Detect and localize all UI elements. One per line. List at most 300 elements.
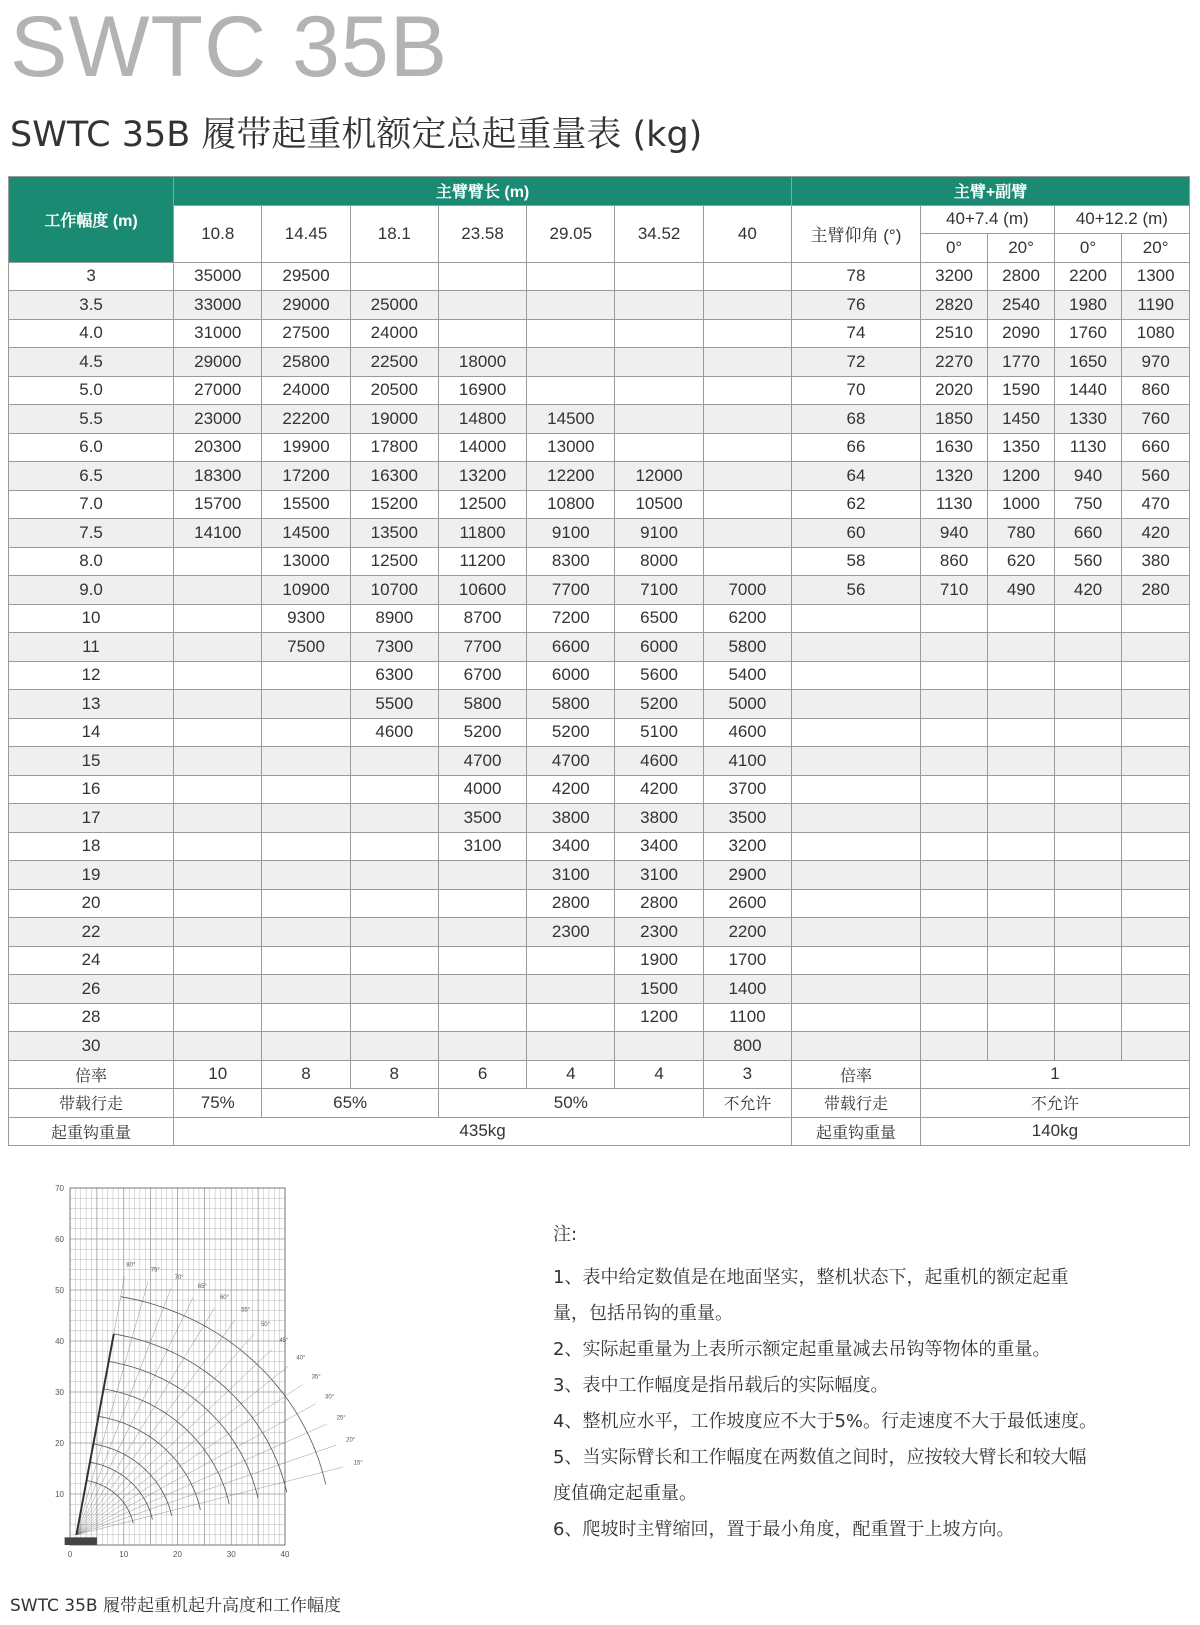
boom-angle-cell: 74 xyxy=(792,319,921,348)
capacity-cell xyxy=(1054,747,1122,776)
angle-label: 45° xyxy=(279,1338,289,1345)
capacity-cell: 22200 xyxy=(262,405,350,434)
capacity-cell xyxy=(920,633,988,662)
model-title: SWTC 35B xyxy=(10,0,449,95)
capacity-cell xyxy=(174,918,262,947)
capacity-cell: 13000 xyxy=(262,547,350,576)
capacity-cell: 8900 xyxy=(350,604,438,633)
radius-cell: 22 xyxy=(9,918,174,947)
note-line: 3、表中工作幅度是指吊载后的实际幅度。 xyxy=(553,1375,889,1396)
capacity-cell: 24000 xyxy=(350,319,438,348)
capacity-cell xyxy=(1054,718,1122,747)
rate-cell: 8 xyxy=(262,1060,350,1089)
capacity-cell: 20500 xyxy=(350,376,438,405)
capacity-cell xyxy=(1054,946,1122,975)
capacity-cell xyxy=(1054,1003,1122,1032)
table-row xyxy=(9,775,1190,804)
capacity-cell: 5400 xyxy=(703,661,791,690)
capacity-cell: 1900 xyxy=(615,946,703,975)
capacity-cell: 1350 xyxy=(988,433,1054,462)
capacity-cell: 3400 xyxy=(527,832,615,861)
radius-cell: 11 xyxy=(9,633,174,662)
capacity-cell: 1200 xyxy=(615,1003,703,1032)
y-tick-label: 50 xyxy=(55,1286,64,1295)
travel-cell: 不允许 xyxy=(703,1089,791,1118)
capacity-cell xyxy=(438,319,526,348)
capacity-cell: 5800 xyxy=(438,690,526,719)
capacity-cell: 2300 xyxy=(527,918,615,947)
y-tick-label: 60 xyxy=(55,1235,64,1244)
travel-label: 带载行走 xyxy=(9,1089,174,1118)
capacity-cell xyxy=(703,319,791,348)
capacity-cell xyxy=(174,661,262,690)
capacity-cell xyxy=(920,661,988,690)
capacity-cell: 780 xyxy=(988,519,1054,548)
table-row xyxy=(9,832,1190,861)
capacity-cell xyxy=(350,832,438,861)
capacity-cell: 4100 xyxy=(703,747,791,776)
capacity-cell: 3400 xyxy=(615,832,703,861)
capacity-cell xyxy=(703,519,791,548)
boom-angle-cell xyxy=(792,861,921,890)
capacity-cell xyxy=(174,547,262,576)
capacity-cell: 1130 xyxy=(920,490,988,519)
capacity-cell: 1190 xyxy=(1122,291,1190,320)
boom-angle-cell xyxy=(792,1032,921,1061)
capacity-cell: 6300 xyxy=(350,661,438,690)
capacity-cell xyxy=(988,1032,1054,1061)
x-tick-label: 40 xyxy=(280,1550,290,1559)
table-row xyxy=(9,747,1190,776)
capacity-cell xyxy=(1054,889,1122,918)
radius-cell: 3.5 xyxy=(9,291,174,320)
capacity-cell: 3200 xyxy=(920,262,988,291)
table-body xyxy=(9,262,1190,1060)
capacity-cell: 29000 xyxy=(174,348,262,377)
capacity-cell: 8700 xyxy=(438,604,526,633)
boom-angle-cell xyxy=(792,775,921,804)
hook-weight-cell: 435kg xyxy=(174,1117,792,1146)
capacity-cell xyxy=(350,975,438,1004)
capacity-cell xyxy=(920,604,988,633)
capacity-cell: 1700 xyxy=(703,946,791,975)
capacity-cell: 17800 xyxy=(350,433,438,462)
capacity-cell: 7700 xyxy=(527,576,615,605)
capacity-cell xyxy=(350,1003,438,1032)
capacity-cell xyxy=(988,804,1054,833)
boom-arc xyxy=(99,1416,201,1509)
capacity-cell: 10800 xyxy=(527,490,615,519)
angle-label: 20° xyxy=(346,1437,356,1444)
capacity-cell: 9100 xyxy=(615,519,703,548)
rate-cell: 4 xyxy=(527,1060,615,1089)
capacity-cell xyxy=(262,1032,350,1061)
capacity-cell xyxy=(988,946,1054,975)
radius-cell: 6.0 xyxy=(9,433,174,462)
capacity-cell: 4600 xyxy=(703,718,791,747)
x-tick-label: 10 xyxy=(119,1550,129,1559)
boom-length-header: 34.52 xyxy=(615,205,703,262)
capacity-cell: 1850 xyxy=(920,405,988,434)
rate-cell: 10 xyxy=(174,1060,262,1089)
radius-cell: 14 xyxy=(9,718,174,747)
capacity-cell: 14000 xyxy=(438,433,526,462)
capacity-cell xyxy=(438,1032,526,1061)
boom-angle-cell xyxy=(792,1003,921,1032)
capacity-cell: 10500 xyxy=(615,490,703,519)
capacity-cell: 970 xyxy=(1122,348,1190,377)
boom-angle-cell: 72 xyxy=(792,348,921,377)
capacity-cell: 5000 xyxy=(703,690,791,719)
table-row xyxy=(9,348,1190,377)
angle-line xyxy=(76,1282,148,1535)
capacity-cell: 7700 xyxy=(438,633,526,662)
capacity-cell: 23000 xyxy=(174,405,262,434)
table-row xyxy=(9,576,1190,605)
capacity-cell: 15700 xyxy=(174,490,262,519)
capacity-cell: 860 xyxy=(920,547,988,576)
table-row xyxy=(9,1003,1190,1032)
capacity-cell xyxy=(174,1003,262,1032)
capacity-cell xyxy=(703,376,791,405)
capacity-cell xyxy=(1054,1032,1122,1061)
jib-travel-label: 带载行走 xyxy=(792,1089,921,1118)
radius-cell: 5.5 xyxy=(9,405,174,434)
capacity-cell xyxy=(1122,604,1190,633)
capacity-cell: 710 xyxy=(920,576,988,605)
capacity-cell xyxy=(1122,804,1190,833)
table-row xyxy=(9,975,1190,1004)
capacity-cell xyxy=(1122,975,1190,1004)
radius-cell: 15 xyxy=(9,747,174,776)
boom-angle-cell xyxy=(792,975,921,1004)
capacity-cell: 6500 xyxy=(615,604,703,633)
capacity-cell: 2020 xyxy=(920,376,988,405)
capacity-cell xyxy=(1122,832,1190,861)
table-row xyxy=(9,547,1190,576)
capacity-cell xyxy=(262,747,350,776)
capacity-cell xyxy=(920,775,988,804)
capacity-cell: 860 xyxy=(1122,376,1190,405)
radius-cell: 8.0 xyxy=(9,547,174,576)
capacity-cell: 7100 xyxy=(615,576,703,605)
note-line: 6、爬坡时主臂缩回，置于最小角度，配重置于上坡方向。 xyxy=(553,1519,1015,1540)
rate-label: 倍率 xyxy=(9,1060,174,1089)
capacity-cell: 3700 xyxy=(703,775,791,804)
capacity-cell xyxy=(527,1003,615,1032)
capacity-cell: 25800 xyxy=(262,348,350,377)
capacity-cell: 3800 xyxy=(527,804,615,833)
capacity-cell: 470 xyxy=(1122,490,1190,519)
capacity-cell xyxy=(1122,1003,1190,1032)
capacity-cell xyxy=(174,832,262,861)
capacity-cell xyxy=(988,832,1054,861)
table-row xyxy=(9,490,1190,519)
capacity-cell xyxy=(703,490,791,519)
table-row xyxy=(9,291,1190,320)
capacity-cell: 12000 xyxy=(615,462,703,491)
capacity-cell: 27500 xyxy=(262,319,350,348)
capacity-cell: 15200 xyxy=(350,490,438,519)
capacity-cell: 1400 xyxy=(703,975,791,1004)
note-line: 2、实际起重量为上表所示额定起重量减去吊钩等物体的重量。 xyxy=(553,1339,1051,1360)
capacity-cell: 6000 xyxy=(615,633,703,662)
jib-config-header: 40+12.2 (m) xyxy=(1054,205,1189,234)
capacity-cell: 18300 xyxy=(174,462,262,491)
radius-cell: 16 xyxy=(9,775,174,804)
radius-cell: 3 xyxy=(9,262,174,291)
angle-label: 55° xyxy=(241,1307,251,1314)
capacity-cell xyxy=(262,804,350,833)
rate-cell: 6 xyxy=(438,1060,526,1089)
capacity-cell xyxy=(438,889,526,918)
capacity-cell xyxy=(262,832,350,861)
capacity-cell: 10700 xyxy=(350,576,438,605)
capacity-cell xyxy=(615,319,703,348)
capacity-cell: 420 xyxy=(1054,576,1122,605)
boom-angle-cell: 68 xyxy=(792,405,921,434)
capacity-cell: 2270 xyxy=(920,348,988,377)
capacity-cell: 29000 xyxy=(262,291,350,320)
capacity-cell: 2300 xyxy=(615,918,703,947)
capacity-cell: 4000 xyxy=(438,775,526,804)
capacity-cell xyxy=(920,718,988,747)
capacity-cell xyxy=(527,946,615,975)
capacity-cell xyxy=(262,946,350,975)
jib-header: 主臂+副臂 xyxy=(792,177,1190,206)
capacity-cell: 27000 xyxy=(174,376,262,405)
capacity-cell: 750 xyxy=(1054,490,1122,519)
capacity-cell xyxy=(174,604,262,633)
capacity-cell xyxy=(1054,633,1122,662)
capacity-cell xyxy=(1122,1032,1190,1061)
capacity-cell xyxy=(438,861,526,890)
boom-angle-cell xyxy=(792,633,921,662)
capacity-cell xyxy=(1122,889,1190,918)
capacity-cell: 5200 xyxy=(438,718,526,747)
capacity-cell xyxy=(174,804,262,833)
capacity-cell: 16300 xyxy=(350,462,438,491)
boom-angle-cell xyxy=(792,832,921,861)
crawler-base xyxy=(65,1537,97,1545)
capacity-cell xyxy=(703,262,791,291)
capacity-cell: 660 xyxy=(1054,519,1122,548)
capacity-cell: 20300 xyxy=(174,433,262,462)
capacity-cell xyxy=(1122,690,1190,719)
capacity-cell: 1650 xyxy=(1054,348,1122,377)
chart-caption: SWTC 35B 履带起重机起升高度和工作幅度 xyxy=(10,1596,341,1616)
note-line: 5、当实际臂长和工作幅度在两数值之间时，应按较大臂长和较大幅 xyxy=(553,1447,1087,1468)
capacity-cell xyxy=(438,1003,526,1032)
capacity-cell xyxy=(174,946,262,975)
capacity-cell: 7200 xyxy=(527,604,615,633)
capacity-cell xyxy=(920,975,988,1004)
capacity-cell: 1200 xyxy=(988,462,1054,491)
capacity-cell xyxy=(920,747,988,776)
capacity-cell xyxy=(1122,775,1190,804)
capacity-cell xyxy=(920,1003,988,1032)
capacity-cell xyxy=(615,1032,703,1061)
capacity-cell: 12500 xyxy=(438,490,526,519)
note-line: 1、表中给定数值是在地面坚实，整机状态下，起重机的额定起重 xyxy=(553,1267,1069,1288)
boom-angle-cell xyxy=(792,661,921,690)
capacity-cell: 5200 xyxy=(615,690,703,719)
angle-label: 40° xyxy=(296,1355,306,1362)
capacity-cell: 1300 xyxy=(1122,262,1190,291)
capacity-cell xyxy=(703,291,791,320)
radius-cell: 9.0 xyxy=(9,576,174,605)
capacity-cell xyxy=(262,775,350,804)
boom-length-header: 40 xyxy=(703,205,791,262)
capacity-cell: 1440 xyxy=(1054,376,1122,405)
jib-offset-header: 20° xyxy=(1122,234,1190,263)
boom-length-header: 10.8 xyxy=(174,205,262,262)
capacity-cell: 4700 xyxy=(527,747,615,776)
table-row xyxy=(9,661,1190,690)
boom-angle-cell: 78 xyxy=(792,262,921,291)
capacity-cell: 19000 xyxy=(350,405,438,434)
table-row xyxy=(9,376,1190,405)
capacity-cell: 33000 xyxy=(174,291,262,320)
note-line: 度值确定起重量。 xyxy=(553,1483,697,1504)
boom-angle-cell xyxy=(792,946,921,975)
capacity-cell xyxy=(988,889,1054,918)
capacity-cell: 1320 xyxy=(920,462,988,491)
capacity-cell: 8300 xyxy=(527,547,615,576)
capacity-cell: 1130 xyxy=(1054,433,1122,462)
capacity-cell: 3200 xyxy=(703,832,791,861)
rate-cell: 4 xyxy=(615,1060,703,1089)
capacity-cell: 420 xyxy=(1122,519,1190,548)
capacity-cell xyxy=(920,832,988,861)
capacity-cell xyxy=(1054,804,1122,833)
range-chart-svg xyxy=(40,1180,363,1590)
capacity-cell: 2800 xyxy=(988,262,1054,291)
radius-cell: 4.5 xyxy=(9,348,174,377)
capacity-cell: 10900 xyxy=(262,576,350,605)
table-row xyxy=(9,519,1190,548)
capacity-cell xyxy=(988,918,1054,947)
capacity-cell xyxy=(1122,661,1190,690)
capacity-cell xyxy=(920,889,988,918)
capacity-cell xyxy=(988,718,1054,747)
capacity-cell: 560 xyxy=(1054,547,1122,576)
hook-weight-label: 起重钩重量 xyxy=(9,1117,174,1146)
radius-cell: 13 xyxy=(9,690,174,719)
table-row xyxy=(9,889,1190,918)
capacity-cell: 14500 xyxy=(527,405,615,434)
capacity-cell: 22500 xyxy=(350,348,438,377)
radius-cell: 18 xyxy=(9,832,174,861)
capacity-cell: 8000 xyxy=(615,547,703,576)
note-line: 量，包括吊钩的重量。 xyxy=(553,1303,733,1324)
capacity-cell xyxy=(262,661,350,690)
capacity-cell xyxy=(174,690,262,719)
capacity-cell: 14500 xyxy=(262,519,350,548)
capacity-cell: 18000 xyxy=(438,348,526,377)
capacity-cell xyxy=(438,262,526,291)
capacity-cell xyxy=(262,718,350,747)
x-tick-label: 30 xyxy=(226,1550,236,1559)
radius-cell: 20 xyxy=(9,889,174,918)
capacity-cell: 2900 xyxy=(703,861,791,890)
boom-angle-cell: 66 xyxy=(792,433,921,462)
table-row xyxy=(9,1032,1190,1061)
capacity-cell: 2090 xyxy=(988,319,1054,348)
table-row xyxy=(9,462,1190,491)
radius-cell: 7.5 xyxy=(9,519,174,548)
boom-angle-cell xyxy=(792,747,921,776)
capacity-cell: 2600 xyxy=(703,889,791,918)
jib-rate-cell: 1 xyxy=(920,1060,1189,1089)
angle-label: 80° xyxy=(126,1262,136,1269)
capacity-cell xyxy=(703,462,791,491)
table-row xyxy=(9,690,1190,719)
angle-label: 50° xyxy=(260,1322,271,1329)
radius-cell: 7.0 xyxy=(9,490,174,519)
jib-hook-weight-label: 起重钩重量 xyxy=(792,1117,921,1146)
travel-cell: 65% xyxy=(262,1089,439,1118)
capacity-cell: 7500 xyxy=(262,633,350,662)
capacity-cell xyxy=(1122,633,1190,662)
capacity-cell xyxy=(703,348,791,377)
capacity-cell xyxy=(527,319,615,348)
angle-line xyxy=(76,1297,193,1535)
capacity-cell xyxy=(350,946,438,975)
capacity-cell xyxy=(988,975,1054,1004)
boom-length-header: 23.58 xyxy=(438,205,526,262)
capacity-cell xyxy=(615,433,703,462)
boom-length-header: 29.05 xyxy=(527,205,615,262)
boom-angle-cell: 60 xyxy=(792,519,921,548)
angle-label: 25° xyxy=(336,1415,346,1422)
capacity-cell: 5100 xyxy=(615,718,703,747)
capacity-cell xyxy=(615,262,703,291)
jib-config-header: 40+7.4 (m) xyxy=(920,205,1054,234)
capacity-cell: 1330 xyxy=(1054,405,1122,434)
capacity-cell: 800 xyxy=(703,1032,791,1061)
boom-angle-cell: 70 xyxy=(792,376,921,405)
capacity-cell: 6600 xyxy=(527,633,615,662)
capacity-cell xyxy=(920,690,988,719)
y-tick-label: 20 xyxy=(55,1439,64,1448)
capacity-cell xyxy=(527,975,615,1004)
capacity-cell xyxy=(1122,946,1190,975)
capacity-cell xyxy=(1054,861,1122,890)
capacity-cell xyxy=(1054,604,1122,633)
capacity-cell xyxy=(1054,918,1122,947)
table-row xyxy=(9,804,1190,833)
boom-angle-cell: 56 xyxy=(792,576,921,605)
capacity-cell xyxy=(438,975,526,1004)
capacity-cell xyxy=(174,576,262,605)
capacity-cell: 9100 xyxy=(527,519,615,548)
capacity-cell: 490 xyxy=(988,576,1054,605)
capacity-cell xyxy=(527,376,615,405)
capacity-cell xyxy=(988,633,1054,662)
radius-cell: 26 xyxy=(9,975,174,1004)
capacity-cell: 1000 xyxy=(988,490,1054,519)
table-row xyxy=(9,604,1190,633)
capacity-cell: 3500 xyxy=(703,804,791,833)
capacity-cell: 5500 xyxy=(350,690,438,719)
table-row xyxy=(9,918,1190,947)
capacity-cell xyxy=(988,661,1054,690)
radius-cell: 4.0 xyxy=(9,319,174,348)
radius-cell: 6.5 xyxy=(9,462,174,491)
capacity-cell xyxy=(988,1003,1054,1032)
notes-heading: 注: xyxy=(553,1224,578,1245)
